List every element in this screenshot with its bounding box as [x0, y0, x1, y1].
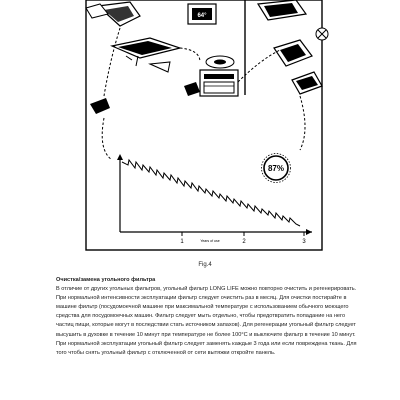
- temperature-badge: 64°: [197, 13, 207, 19]
- dishwasher-with-badge-illustration: [188, 4, 216, 24]
- filter-removal-illustration: [258, 0, 328, 94]
- filter-tray-illustration: [112, 38, 180, 72]
- x-tick-1: 1: [180, 239, 184, 245]
- x-axis-caption: Years of use: [200, 239, 220, 243]
- efficiency-percent: 87%: [267, 164, 285, 173]
- figure-caption: Fig.4: [198, 262, 212, 268]
- x-tick-3: 3: [302, 239, 306, 245]
- paragraph-2: При нормальной эксплуатации угольный фильтр следует заменять каждые 3 года или если повреждена ткань. Для того чтобы снять угольный фильтр с отключенной от сети вытяжки откройте панель.: [56, 340, 357, 356]
- paragraph-1: В отличие от других угольных фильтров, угольный фильтр LONG LIFE можно повторно очистить и регенерировать. При нормальной интенсивности эксплуатации фильтр следует очистить раз в месяц. Для очистки постирайте в машине фильтр (посудомоечной машине при максимальной температуре с использованием обычного моющего средства для посудомоечных машин. Фильтр следует мыть отдельно, чтобы предотвратить попадание на него частиц пищи, которые могут в последствии стать источником запахов). Для регенерации угольный фильтр следует высушить в духовке в течение 10 минут при температуре не более 100°C и выключите фильтр в течение 10 минут.: [56, 286, 357, 338]
- instructions-text: [56, 276, 364, 358]
- filter-small-center-illustration: [184, 82, 200, 96]
- oven-illustration: [200, 56, 238, 96]
- x-tick-2: 2: [242, 239, 246, 245]
- filter-small-left-illustration: [90, 96, 110, 114]
- hand-removing-filter-illustration: [86, 2, 140, 26]
- filter-efficiency-badge: [262, 154, 291, 183]
- figure-frame: [86, 0, 322, 250]
- section-title: Очистка/замена угольного фильтра: [56, 277, 156, 283]
